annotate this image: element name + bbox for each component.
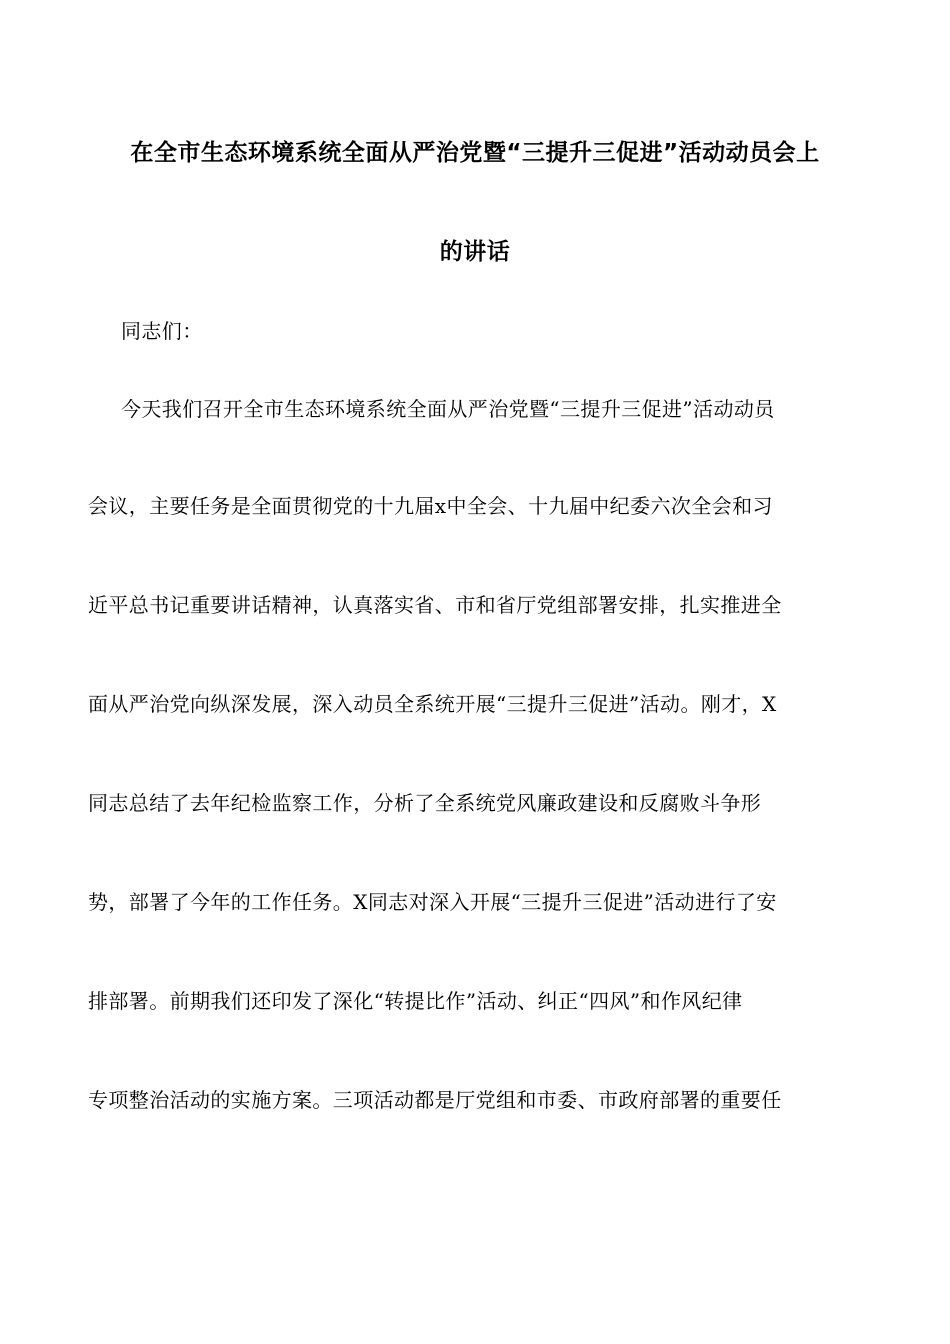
body-line: 势，部署了今年的工作任务。X同志对深入开展“三提升三促进”活动进行了安 (88, 890, 777, 914)
salutation: 同志们： (121, 319, 203, 343)
body-line: 专项整治活动的实施方案。三项活动都是厅党组和市委、市政府部署的重要任 (88, 1088, 782, 1112)
body-line: 面从严治党向纵深发展，深入动员全系统开展“三提升三促进”活动。刚才，X (88, 692, 777, 716)
body-line: 同志总结了去年纪检监察工作，分析了全系统党风廉政建设和反腐败斗争形 (88, 791, 762, 815)
document-title-line-2: 的讲话 (439, 239, 511, 265)
body-line: 排部署。前期我们还印发了深化“转提比作”活动、纠正“四风”和作风纪律 (88, 989, 743, 1013)
body-line: 今天我们召开全市生态环境系统全面从严治党暨“三提升三促进”活动动员 (121, 397, 775, 421)
body-line: 会议，主要任务是全面贯彻党的十九届x中全会、十九届中纪委六次全会和习 (88, 494, 773, 518)
body-line: 近平总书记重要讲话精神，认真落实省、市和省厅党组部署安排，扎实推进全 (88, 593, 782, 617)
document-title-line-1: 在全市生态环境系统全面从严治党暨“三提升三促进”活动动员会上 (130, 140, 820, 166)
